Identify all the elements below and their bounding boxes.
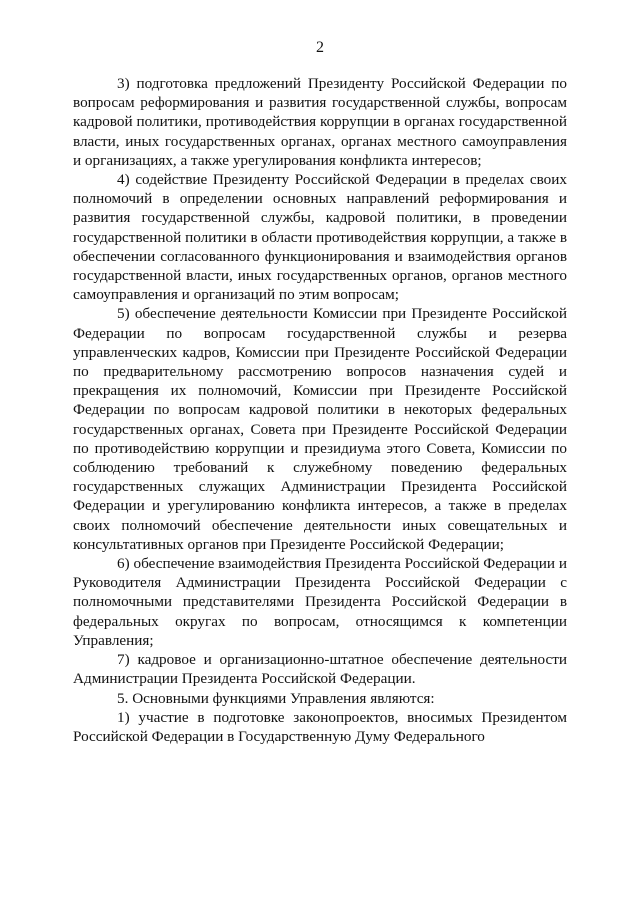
page-number: 2 (316, 39, 324, 56)
document-body (73, 74, 567, 746)
paragraph-item-7: 7) кадровое и организационно-штатное обеспечение деятельности Администрации Президента Российской Федерации. (73, 651, 567, 688)
paragraph-item-3: 3) подготовка предложений Президенту Российской Федерации по вопросам реформирования и развития государственной службы, вопросам кадровой политики, противодействия коррупции в органах государственной власти, иных государственных органах, органах местного самоуправления и организациях, а также урегулирования конфликта интересов; (73, 75, 567, 169)
paragraph-item-4: 4) содействие Президенту Российской Федерации в пределах своих полномочий в определении основных направлений реформирования и развития государственной службы, кадровой политики, в проведении государственной политики в области противодействия коррупции, а также в обеспечении согласованного функционирования и взаимодействия органов государственной власти, иных государственных органов, органов местного самоуправления и организаций по этим вопросам; (73, 171, 567, 304)
paragraph-item-5: 5) обеспечение деятельности Комиссии при Президенте Российской Федерации по вопросам государственной службы и резерва управленческих кадров, Комиссии при Президенте Российской Федерации по предварительному рассмотрению вопросов назначения судей и прекращения их полномочий, Комиссии при Президенте Российской Федерации по вопросам кадровой политики в некоторых федеральных государственных органах, Совета при Президенте Российской Федерации по противодействию коррупции и президиума этого Совета, Комиссии по соблюдению требований к служебному поведению федеральных государственных служащих Администрации Президента Российской Федерации и урегулированию конфликта интересов, а также в пределах своих полномочий обеспечение деятельности иных совещательных и консультативных органов при Президенте Российской Федерации; (73, 305, 567, 553)
paragraph-item-6: 6) обеспечение взаимодействия Президента Российской Федерации и Руководителя Администрации Президента Российской Федерации с полномочными представителями Президента Российской Федерации в федеральных округах по вопросам, относящимся к компетенции Управления; (73, 555, 567, 649)
section-heading-5: 5. Основными функциями Управления являются: (117, 689, 435, 707)
function-item-1: 1) участие в подготовке законопроектов, вносимых Президентом Российской Федерации в Государственную Думу Федерального (73, 708, 567, 745)
